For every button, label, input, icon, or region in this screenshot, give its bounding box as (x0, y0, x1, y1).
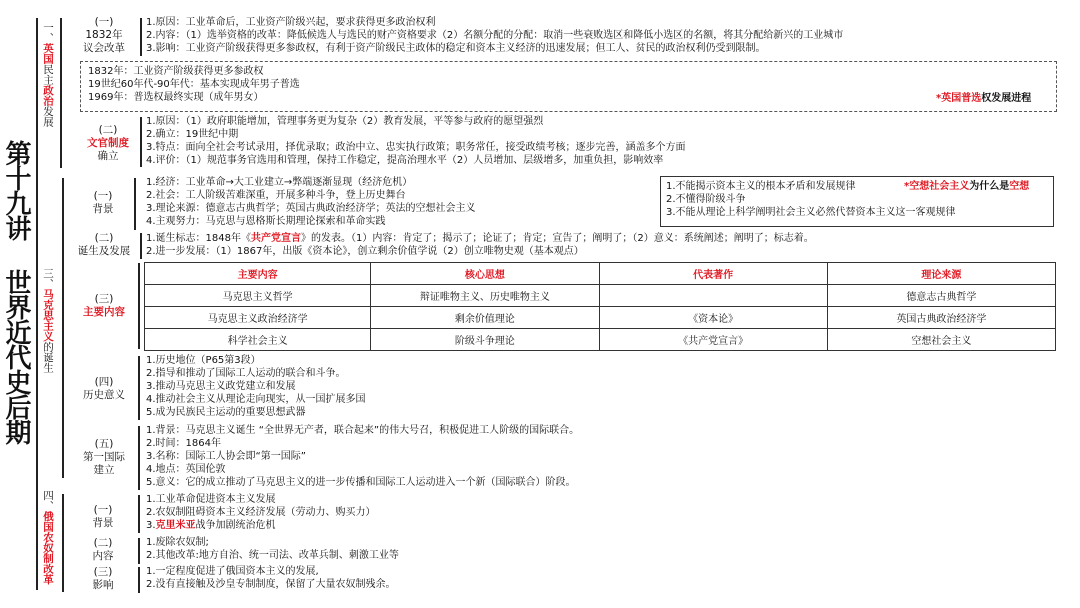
table-header-cell: 核心思想 (371, 263, 599, 285)
marx-bg-brace (134, 178, 136, 230)
birth-line-2: 2.进一步发展：（1）1867年，出版《资本论》，创立剩余价值学说（2）创立唯物史观（基本观点） (146, 246, 584, 257)
suffrage-note: *英国普选权发展进程 (936, 93, 1032, 104)
table-row (145, 285, 1056, 307)
birth-label: (二) 诞生及发展 (77, 232, 131, 257)
civil-line-2: 2.确立：19世纪中期 (146, 129, 239, 140)
section-4-brace (62, 494, 64, 592)
table-header-row (145, 263, 1056, 285)
table-cell: 剩余价值理论 (371, 307, 599, 329)
significance-brace (138, 356, 140, 420)
significance-label: (四) 历史意义 (83, 376, 125, 401)
reform-line-3: 3.影响：工业资产阶级获得更多参政权，有利于资产阶级民主政体的稳定和资本主义经济的迅速发展；但工人、贫民的政治权利仍受到限制。 (146, 43, 766, 54)
utopia-note: *空想社会主义为什么是空想 (904, 181, 1030, 192)
table-cell: 德意志古典哲学 (827, 285, 1055, 307)
suffrage-line-2: 19世纪60年代-90年代：基本实现成年男子普选 (88, 79, 300, 90)
first-intl-line-2: 2.时间：1864年 (146, 438, 221, 449)
section-1-brace (60, 18, 62, 168)
section-4-label: 四、俄国农奴制改革 (42, 490, 54, 585)
main-brace (36, 18, 38, 590)
first-intl-line-4: 4.地点：英国伦敦 (146, 464, 226, 475)
section-3-brace (62, 178, 64, 478)
section-3-label: 三、马克思主义的诞生 (42, 268, 54, 373)
table-row (145, 329, 1056, 351)
content-brace (138, 263, 140, 349)
russia-content-brace (138, 538, 140, 564)
suffrage-line-3: 1969年：普选权最终实现（成年男女） (88, 92, 264, 103)
marx-bg-label: (一) 背景 (92, 190, 114, 215)
page-title: 第十九讲 世界近代史后期 (1, 140, 31, 444)
utopia-line-1: 1.不能揭示资本主义的根本矛盾和发展规律 (666, 181, 856, 192)
table-cell: 空想社会主义 (827, 329, 1055, 351)
russia-bg-label: (一) 背景 (92, 504, 114, 529)
significance-line-2: 2.指导和推动了国际工人运动的联合和斗争。 (146, 368, 346, 379)
civil-line-1: 1.原因：（1）政府职能增加，管理事务更为复杂（2）教育发展，平等参与政府的愿望强烈 (146, 116, 544, 127)
table-header-cell: 代表著作 (599, 263, 827, 285)
russia-content-line-2: 2.其他改革:地方自治、统一司法、改革兵制、刺激工业等 (146, 550, 399, 561)
table-cell: 马克思主义政治经济学 (145, 307, 371, 329)
significance-line-1: 1.历史地位（P65第3段） (146, 355, 261, 366)
civil-brace (140, 117, 142, 167)
russia-bg-line-2: 2.农奴制阻碍资本主义经济发展（劳动力、购买力） (146, 507, 376, 518)
utopia-line-3: 3.不能从理论上科学阐明社会主义必然代替资本主义这一客观规律 (666, 207, 956, 218)
table-row (145, 307, 1056, 329)
suffrage-line-1: 1832年：工业资产阶级获得更多参政权 (88, 66, 264, 77)
table-header-cell: 主要内容 (145, 263, 371, 285)
russia-impact-line-1: 1.一定程度促进了俄国资本主义的发展, (146, 566, 319, 577)
first-intl-label: (五) 第一国际 建立 (83, 438, 125, 476)
table-cell: 马克思主义哲学 (145, 285, 371, 307)
russia-impact-brace (138, 567, 140, 593)
russia-bg-line-1: 1.工业革命促进资本主义发展 (146, 494, 276, 505)
marx-bg-line-4: 4.主观努力：马克思与恩格斯长期理论探索和革命实践 (146, 216, 386, 227)
russia-impact-label: (三) 影响 (92, 566, 114, 591)
civil-label: (二) 文官制度 确立 (87, 124, 129, 162)
utopia-line-2: 2.不懂得阶级斗争 (666, 194, 746, 205)
reform-line-1: 1.原因：工业革命后，工业资产阶级兴起，要求获得更多政治权利 (146, 17, 436, 28)
content-table (144, 262, 1056, 351)
first-intl-line-3: 3.名称：国际工人协会即“第一国际” (146, 451, 306, 462)
table-cell (599, 285, 827, 307)
table-cell: 英国古典政治经济学 (827, 307, 1055, 329)
marx-bg-line-3: 3.理论来源：德意志古典哲学；英国古典政治经济学；英法的空想社会主义 (146, 203, 476, 214)
section-1-label: 一、英国民主政治发展 (42, 22, 54, 127)
russia-content-line-1: 1.废除农奴制; (146, 537, 209, 548)
significance-line-5: 5.成为民族民主运动的重要思想武器 (146, 407, 306, 418)
table-cell: 辩证唯物主义、历史唯物主义 (371, 285, 599, 307)
reform-1832-label: (一) 1832年 议会改革 (83, 16, 125, 54)
marx-bg-line-1: 1.经济：工业革命→大工业建立→弊端逐渐显现（经济危机） (146, 177, 413, 188)
significance-line-3: 3.推动马克思主义政党建立和发展 (146, 381, 296, 392)
table-cell: 阶级斗争理论 (371, 329, 599, 351)
russia-impact-line-2: 2.没有直接触及沙皇专制制度，保留了大量农奴制残余。 (146, 579, 396, 590)
table-cell: 《共产党宣言》 (599, 329, 827, 351)
marx-bg-line-2: 2.社会：工人阶级苦难深重，开展多种斗争，登上历史舞台 (146, 190, 406, 201)
russia-bg-brace (138, 495, 140, 533)
table-cell: 《资本论》 (599, 307, 827, 329)
civil-line-3: 3.特点：面向全社会考试录用，择优录取；政治中立、忠实执行政策；职务常任，接受政绩考核；逐步完善，涵盖多个方面 (146, 142, 686, 153)
civil-line-4: 4.评价：（1）规范事务官选用和管理，保持工作稳定，提高治理水平（2）人员增加、层级增多，加重负担，影响效率 (146, 155, 664, 166)
table-header-cell: 理论来源 (827, 263, 1055, 285)
russia-content-label: (二) 内容 (92, 537, 114, 562)
birth-line-1: 1.诞生标志：1848年《共产党宣言》的发表。（1）内容：肯定了；揭示了；论证了；肯定；宣告了；阐明了；（2）意义：系统阐述；阐明了；标志着。 (146, 233, 814, 244)
reform-line-2: 2.内容：（1）选举资格的改革：降低候选人与选民的财产资格要求（2）名额分配的分配：取消一些衰败选区和降低小选区的名额，将其分配给新兴的工业城市 (146, 30, 844, 41)
table-cell: 科学社会主义 (145, 329, 371, 351)
russia-bg-line-3: 3.克里米亚战争加剧统治危机 (146, 520, 276, 531)
first-intl-line-1: 1.背景：马克思主义诞生 “全世界无产者，联合起来”的伟大号召，积极促进工人阶级的国际联合。 (146, 425, 580, 436)
content-label: (三) 主要内容 (83, 293, 125, 318)
significance-line-4: 4.推动社会主义从理论走向现实，从一国扩展多国 (146, 394, 366, 405)
reform-brace (140, 18, 142, 56)
birth-brace (140, 233, 142, 259)
first-intl-line-5: 5.意义：它的成立推动了马克思主义的进一步传播和国际工人运动进入一个新（国际联合）阶段。 (146, 477, 576, 488)
first-intl-brace (138, 426, 140, 490)
